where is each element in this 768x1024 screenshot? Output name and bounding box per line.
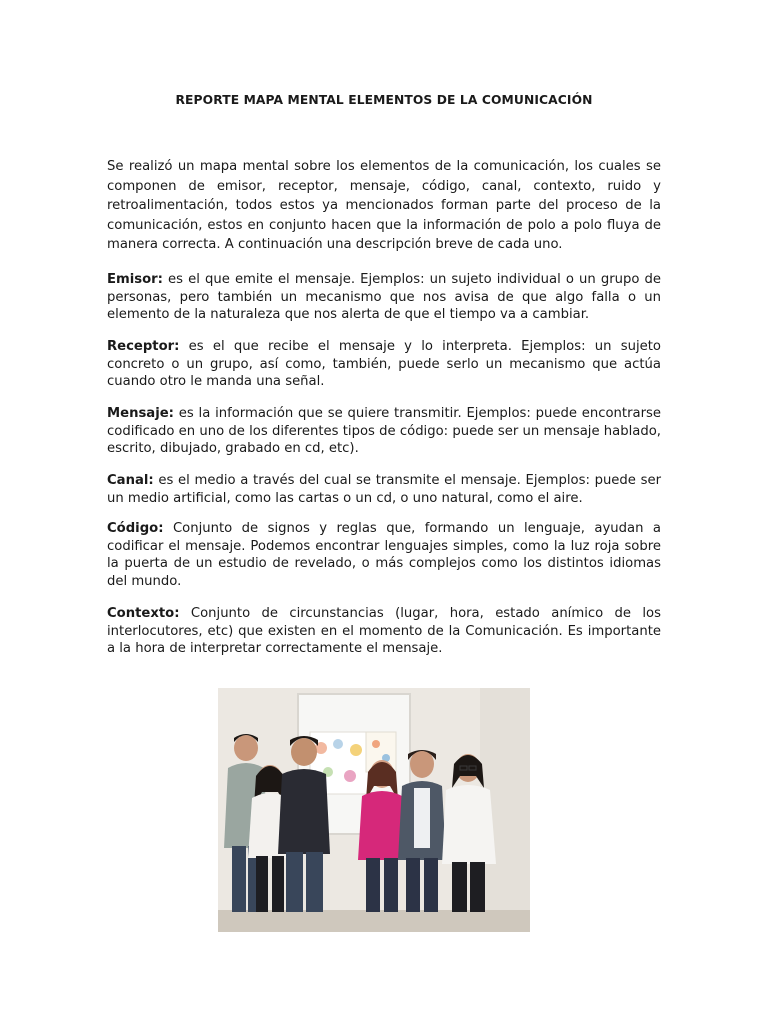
paragraph-codigo — [107, 520, 661, 590]
definition-emisor: es el que emite el mensaje. Ejemplos: un sujeto individual o un grupo de personas, pero también un mecanismo que nos avisa de que algo falla o un elemento de la naturaleza que nos alerta de que el tiempo va a cambiar. — [107, 272, 661, 323]
term-codigo: Código: — [107, 521, 164, 536]
intro-paragraph: Se realizó un mapa mental sobre los elementos de la comunicación, los cuales se componen de emisor, receptor, mensaje, código, canal, contexto, ruido y retroalimentación, todos estos ya mencionados forman parte del proceso de la comunicación, estos en conjunto hacen que la información de polo a polo fluya de manera correcta. A continuación una descripción breve de cada uno. — [107, 159, 661, 252]
floor — [218, 910, 530, 932]
definition-contexto: Conjunto de circunstancias (lugar, hora, estado anímico de los interlocutores, etc) que existen en el momento de la Comunicación. Es importante a la hora de interpretar correctamente el mensaje. — [107, 606, 661, 657]
definition-codigo: Conjunto de signos y reglas que, formando un lenguaje, ayudan a codificar el mensaje. Podemos encontrar lenguajes simples, como la luz roja sobre la puerta de un estudio de revelado, o más complejos como los distintos idiomas del mundo. — [107, 521, 661, 589]
term-canal: Canal: — [107, 473, 154, 488]
document-title: REPORTE MAPA MENTAL ELEMENTOS DE LA COMUNICACIÓN — [175, 93, 593, 107]
definition-receptor: es el que recibe el mensaje y lo interpreta. Ejemplos: un sujeto concreto o un grupo, así como, también, puede serlo un mecanismo que actúa cuando otro le manda una señal. — [107, 339, 661, 390]
definition-mensaje: es la información que se quiere transmitir. Ejemplos: puede encontrarse codificado en uno de los diferentes tipos de código: puede ser un mensaje hablado, escrito, dibujado, grabado en cd, etc). — [107, 406, 661, 457]
paragraph-contexto — [107, 605, 661, 658]
definition-canal: es el medio a través del cual se transmite el mensaje. Ejemplos: puede ser un medio artificial, como las cartas o un cd, o uno natural, como el aire. — [107, 473, 661, 506]
group-photo — [218, 688, 530, 932]
term-emisor: Emisor: — [107, 272, 163, 287]
term-receptor: Receptor: — [107, 339, 180, 354]
group-photo-illustration — [218, 688, 530, 932]
term-mensaje: Mensaje: — [107, 406, 174, 421]
paragraph-canal — [107, 472, 661, 507]
paragraph-receptor — [107, 338, 661, 391]
paragraph-emisor — [107, 271, 661, 324]
paragraph-mensaje — [107, 405, 661, 458]
term-contexto: Contexto: — [107, 606, 180, 621]
